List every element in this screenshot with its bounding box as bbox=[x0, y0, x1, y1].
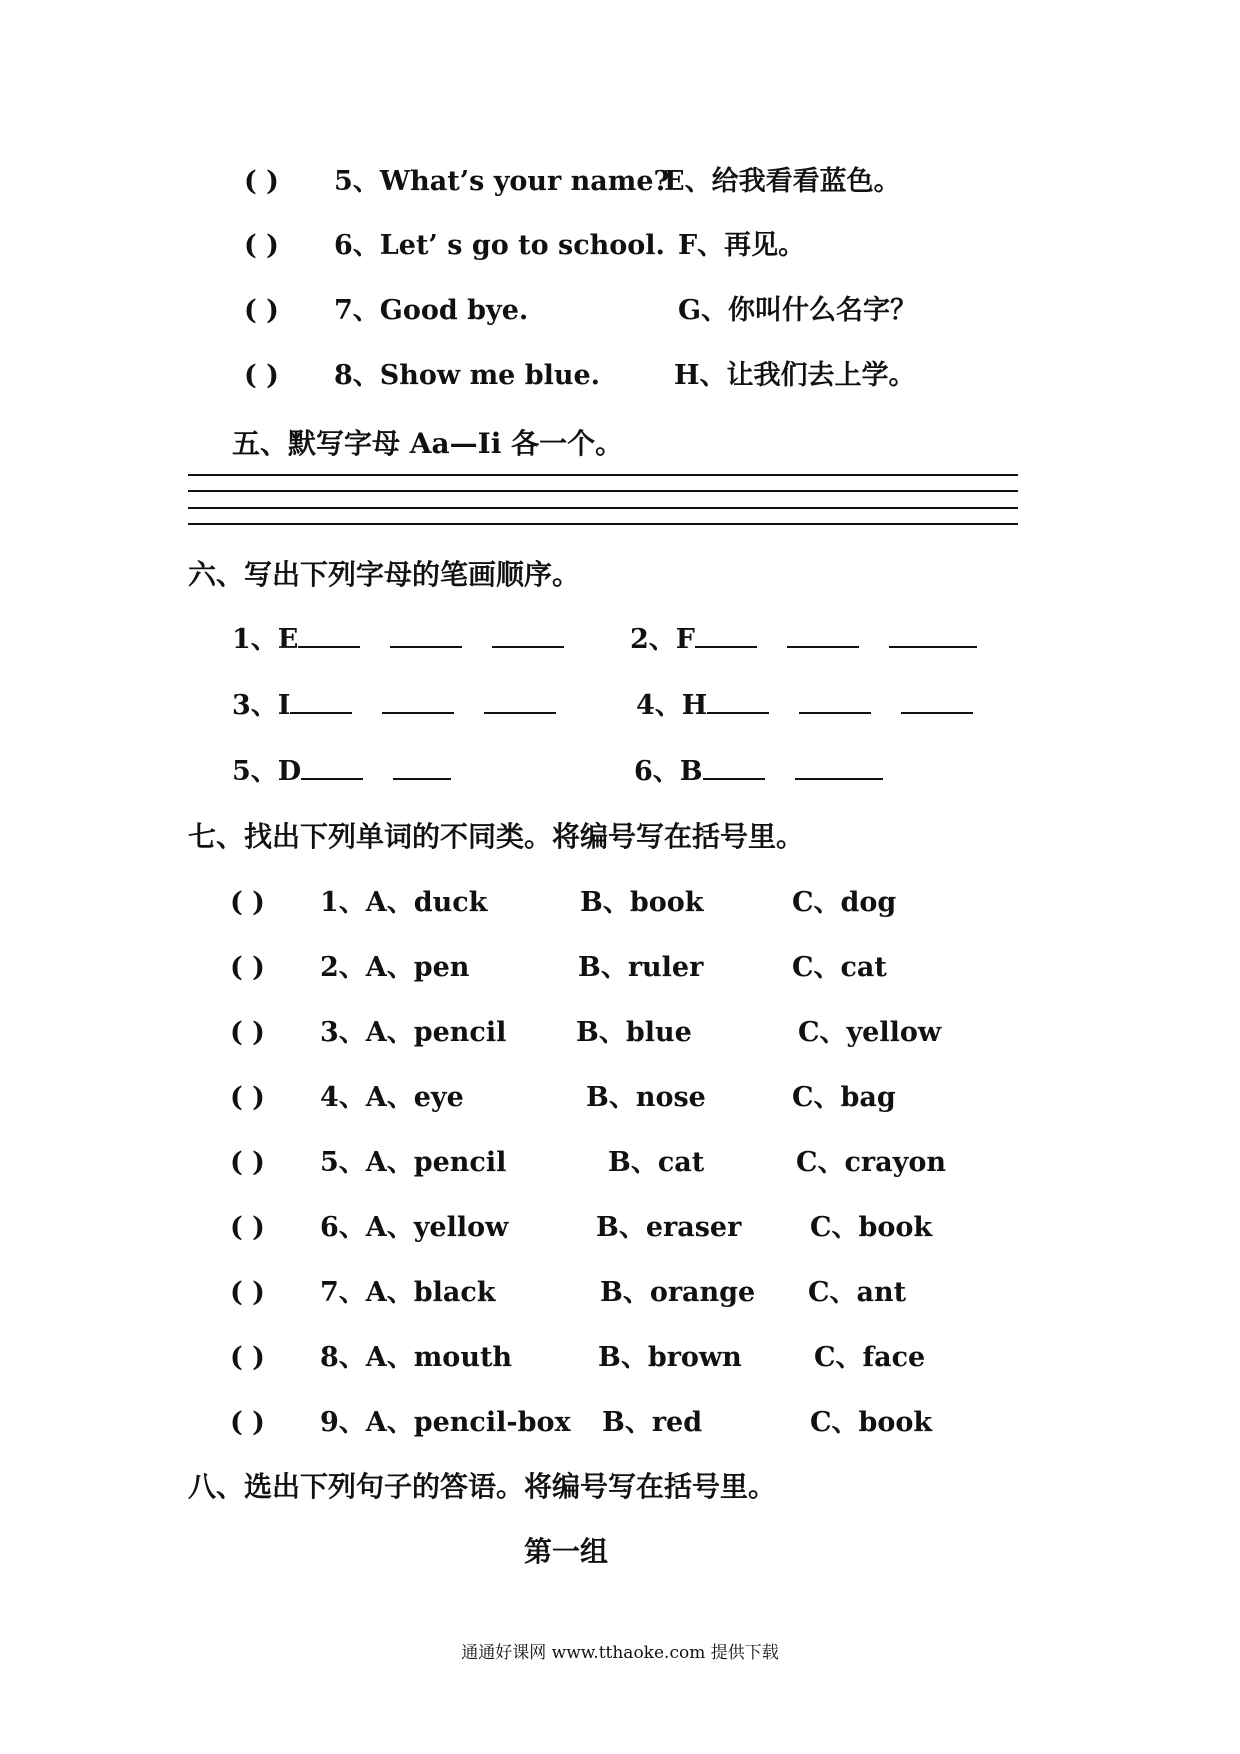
option-c: C、yellow bbox=[798, 1017, 942, 1048]
answer-paren[interactable]: ( ) bbox=[244, 230, 279, 261]
answer-blank[interactable] bbox=[799, 688, 871, 714]
page-footer: 通通好课网 www.tthaoke.com 提供下载 bbox=[461, 1643, 779, 1663]
answer-paren[interactable]: ( ) bbox=[244, 166, 279, 197]
option-a: 6、A、yellow bbox=[320, 1212, 509, 1243]
stroke-label: 5、D bbox=[232, 756, 302, 787]
stroke-item bbox=[636, 688, 973, 723]
answer-blank[interactable] bbox=[492, 622, 564, 648]
writing-line bbox=[188, 490, 1018, 492]
section7-title: 七、找出下列单词的不同类。将编号写在括号里。 bbox=[188, 820, 805, 853]
stroke-item bbox=[232, 754, 451, 789]
english-sentence: 6、Let’ s go to school. bbox=[334, 230, 665, 261]
answer-blank[interactable] bbox=[901, 688, 973, 714]
option-a: 9、A、pencil-box bbox=[320, 1407, 571, 1438]
answer-paren[interactable]: ( ) bbox=[230, 1212, 265, 1243]
english-sentence: 5、What’s your name? bbox=[334, 166, 670, 197]
option-c: C、book bbox=[810, 1212, 933, 1243]
writing-line bbox=[188, 507, 1018, 509]
answer-paren[interactable]: ( ) bbox=[230, 1147, 265, 1178]
answer-blank[interactable] bbox=[787, 622, 859, 648]
answer-blank[interactable] bbox=[795, 754, 883, 780]
chinese-translation: G、你叫什么名字？ bbox=[678, 295, 918, 326]
option-c: C、ant bbox=[808, 1277, 907, 1308]
option-a: 1、A、duck bbox=[320, 887, 488, 918]
chinese-translation: H、让我们去上学。 bbox=[674, 360, 916, 391]
option-c: C、book bbox=[810, 1407, 933, 1438]
answer-blank[interactable] bbox=[707, 688, 769, 714]
option-a: 7、A、black bbox=[320, 1277, 496, 1308]
stroke-item bbox=[232, 622, 564, 657]
answer-blank[interactable] bbox=[889, 622, 977, 648]
answer-blank[interactable] bbox=[393, 754, 451, 780]
answer-paren[interactable]: ( ) bbox=[230, 1277, 265, 1308]
answer-blank[interactable] bbox=[298, 622, 360, 648]
option-b: B、ruler bbox=[578, 952, 704, 983]
stroke-item bbox=[634, 754, 883, 789]
option-c: C、dog bbox=[792, 887, 897, 918]
option-a: 4、A、eye bbox=[320, 1082, 464, 1113]
option-b: B、book bbox=[580, 887, 704, 918]
answer-paren[interactable]: ( ) bbox=[244, 360, 279, 391]
stroke-label: 3、I bbox=[232, 690, 291, 721]
english-sentence: 8、Show me blue. bbox=[334, 360, 601, 391]
option-b: B、blue bbox=[576, 1017, 692, 1048]
stroke-label: 6、B bbox=[634, 756, 703, 787]
stroke-item bbox=[232, 688, 556, 723]
answer-blank[interactable] bbox=[703, 754, 765, 780]
option-b: B、red bbox=[602, 1407, 703, 1438]
option-b: B、cat bbox=[608, 1147, 705, 1178]
writing-line bbox=[188, 474, 1018, 476]
section5-title: 五、默写字母 Aa—Ii 各一个。 bbox=[232, 427, 624, 460]
stroke-item bbox=[630, 622, 977, 657]
stroke-label: 2、F bbox=[630, 624, 695, 655]
answer-paren[interactable]: ( ) bbox=[230, 952, 265, 983]
stroke-label: 1、E bbox=[232, 624, 299, 655]
option-b: B、eraser bbox=[596, 1212, 742, 1243]
option-c: C、crayon bbox=[796, 1147, 946, 1178]
section6-title: 六、写出下列字母的笔画顺序。 bbox=[188, 558, 581, 591]
answer-paren[interactable]: ( ) bbox=[230, 1407, 265, 1438]
answer-paren[interactable]: ( ) bbox=[244, 295, 279, 326]
option-b: B、nose bbox=[586, 1082, 706, 1113]
answer-paren[interactable]: ( ) bbox=[230, 1342, 265, 1373]
answer-blank[interactable] bbox=[390, 622, 462, 648]
section8-title: 八、选出下列句子的答语。将编号写在括号里。 bbox=[188, 1470, 777, 1503]
option-c: C、face bbox=[814, 1342, 926, 1373]
answer-paren[interactable]: ( ) bbox=[230, 1082, 265, 1113]
english-sentence: 7、Good bye. bbox=[334, 295, 529, 326]
stroke-label: 4、H bbox=[636, 690, 708, 721]
group-title: 第一组 bbox=[524, 1535, 609, 1568]
option-a: 3、A、pencil bbox=[320, 1017, 507, 1048]
option-c: C、cat bbox=[792, 952, 887, 983]
answer-blank[interactable] bbox=[695, 622, 757, 648]
answer-blank[interactable] bbox=[484, 688, 556, 714]
chinese-translation: E、给我看看蓝色。 bbox=[664, 166, 901, 197]
chinese-translation: F、再见。 bbox=[678, 230, 806, 261]
option-a: 5、A、pencil bbox=[320, 1147, 507, 1178]
option-a: 8、A、mouth bbox=[320, 1342, 513, 1373]
answer-blank[interactable] bbox=[301, 754, 363, 780]
answer-blank[interactable] bbox=[382, 688, 454, 714]
writing-line bbox=[188, 523, 1018, 525]
answer-blank[interactable] bbox=[290, 688, 352, 714]
answer-paren[interactable]: ( ) bbox=[230, 887, 265, 918]
answer-paren[interactable]: ( ) bbox=[230, 1017, 265, 1048]
option-b: B、brown bbox=[598, 1342, 742, 1373]
option-c: C、bag bbox=[792, 1082, 896, 1113]
option-a: 2、A、pen bbox=[320, 952, 470, 983]
option-b: B、orange bbox=[600, 1277, 756, 1308]
